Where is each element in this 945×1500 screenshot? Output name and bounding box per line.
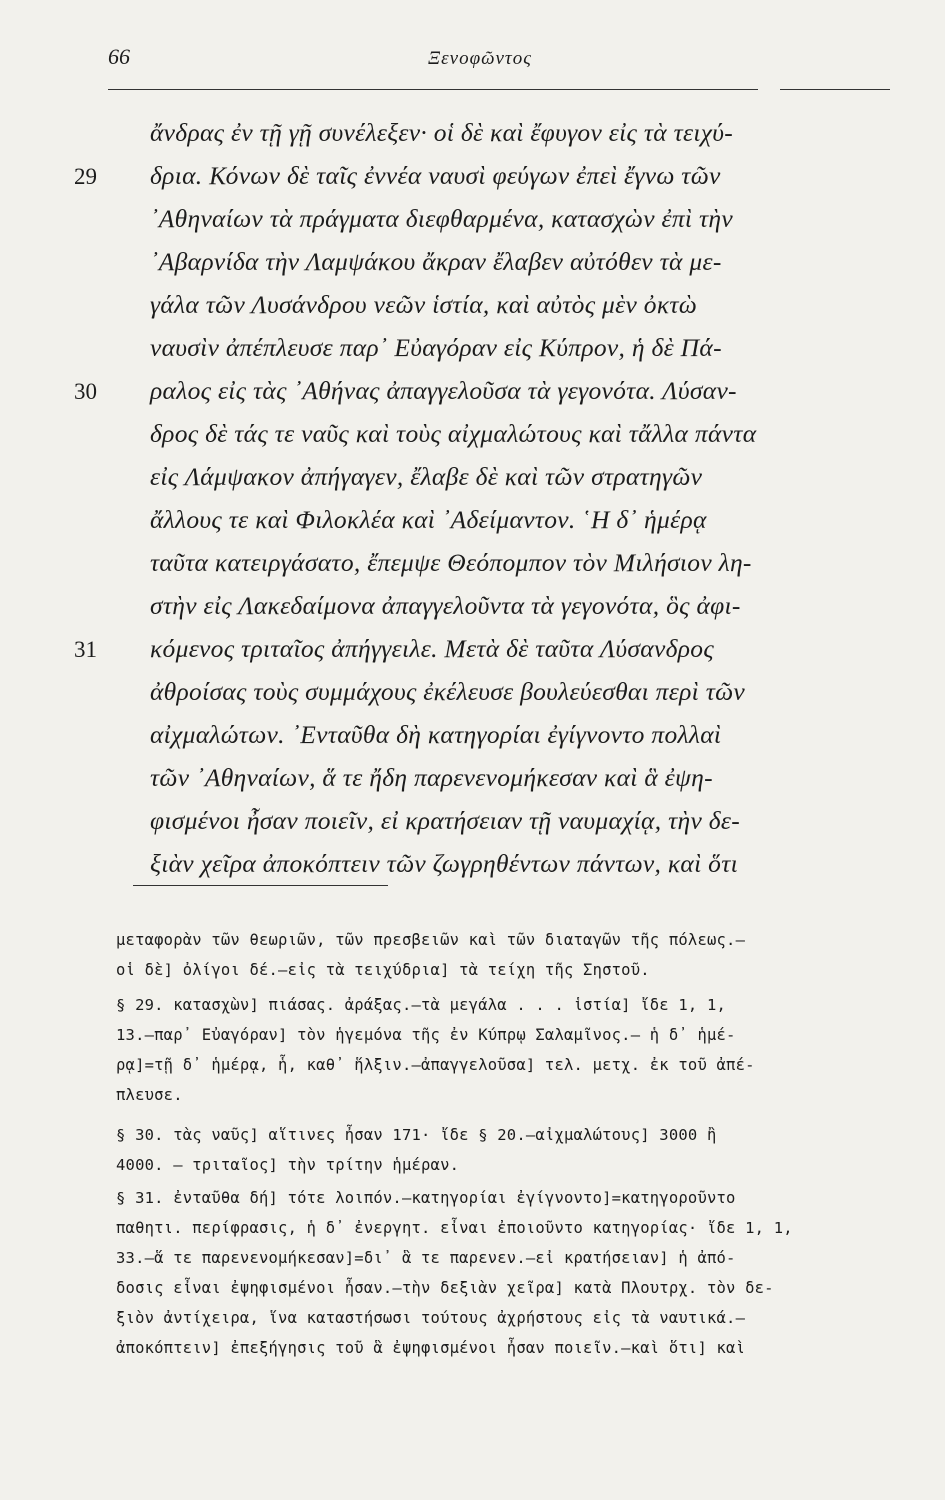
note-line: μεταφορὰν τῶν θεωριῶν, τῶν πρεσβειῶν καὶ τῶν διαταγῶν τῆς πόλεως.— — [116, 931, 746, 949]
note-line: δοσις εἶναι ἐψηφισμένοι ἦσαν.—τὴν δεξιὰν χεῖρα] κατὰ Πλουτρχ. τὸν δε- — [116, 1279, 774, 1297]
text-line: τῶν ᾿Αθηναίων, ἅ τε ἤδη παρενενομήκεσαν καὶ ἃ ἐψη- — [150, 763, 713, 792]
note-line: οἱ δὲ] ὀλίγοι δέ.—εἰς τὰ τειχύδρια] τὰ τείχη τῆς Σηστοῦ. — [116, 961, 650, 979]
text-line: δρος δὲ τάς τε ναῦς καὶ τοὺς αἰχμαλώτους καὶ τἄλλα πάντα — [150, 419, 757, 448]
note-line: ἀποκόπτειν] ἐπεξήγησις τοῦ ἃ ἐψηφισμένοι ἦσαν ποιεῖν.—καὶ ὅτι] καὶ — [116, 1339, 746, 1357]
note-line: ξιὸν ἀντίχειρα, ἵνα καταστήσωσι τούτους ἀχρήστους εἰς τὰ ναυτικά.— — [116, 1309, 746, 1327]
text-line: φισμένοι ἦσαν ποιεῖν, εἰ κρατήσειαν τῇ ναυμαχίᾳ, τὴν δε- — [150, 806, 741, 835]
note-line: 33.—ἅ τε παρενενομήκεσαν]=δι᾿ ἃ τε παρενεν.—εἰ κρατήσειαν] ἡ ἀπό- — [116, 1249, 736, 1267]
header-rule-right — [780, 89, 890, 90]
footnote-rule — [133, 885, 388, 886]
note-line: § 29. κατασχὼν] πιάσας. ἀράξας.—τὰ μεγάλα . . . ἱστία] ἴδε 1, 1, — [116, 996, 727, 1014]
note-line: παθητι. περίφρασις, ἡ δ᾿ ἐνεργητ. εἶναι ἐποιοῦντο κατηγορίας· ἴδε 1, 1, — [116, 1219, 793, 1237]
note-line: πλευσε. — [116, 1086, 183, 1104]
note-line: 4000. – τριταῖος] τὴν τρίτην ἡμέραν. — [116, 1156, 460, 1174]
text-line: δρια. Κόνων δὲ ταῖς ἐννέα ναυσὶ φεύγων ἐπεὶ ἔγνω τῶν — [150, 161, 721, 190]
section-number-31: 31 — [74, 637, 97, 662]
text-line: ᾿Αβαρνίδα τὴν Λαμψάκου ἄκραν ἔλαβεν αὐτόθεν τὰ με- — [150, 247, 722, 276]
text-line: κόμενος τριταῖος ἀπήγγειλε. Μετὰ δὲ ταῦτα Λύσανδρος — [150, 634, 714, 663]
text-line: εἰς Λάμψακον ἀπήγαγεν, ἔλαβε δὲ καὶ τῶν στρατηγῶν — [150, 462, 703, 491]
text-line: ᾿Αθηναίων τὰ πράγματα διεφθαρμένα, κατασχὼν ἐπὶ τὴν — [150, 204, 733, 233]
section-number-29: 29 — [74, 164, 97, 189]
note-line: 13.—παρ᾿ Εὐαγόραν] τὸν ἡγεμόνα τῆς ἐν Κύπρῳ Σαλαμῖνος.— ἡ δ᾿ ἡμέ- — [116, 1026, 736, 1044]
text-line: αἰχμαλώτων. ᾿Ενταῦθα δὴ κατηγορίαι ἐγίγνοντο πολλαὶ — [150, 720, 722, 749]
note-line: ρᾳ]=τῇ δ᾿ ἡμέρᾳ, ἧ, καθ᾿ ἥλξιν.—ἀπαγγελοῦσα] τελ. μετχ. ἐκ τοῦ ἀπέ- — [116, 1056, 755, 1074]
text-line: ἀθροίσας τοὺς συμμάχους ἐκέλευσε βουλεύεσθαι περὶ τῶν — [150, 677, 746, 706]
text-line: ναυσὶν ἀπέπλευσε παρ᾿ Εὐαγόραν εἰς Κύπρον, ἡ δὲ Πά- — [150, 333, 722, 362]
text-line: στὴν εἰς Λακεδαίμονα ἀπαγγελοῦντα τὰ γεγονότα, ὃς ἀφι- — [150, 591, 741, 620]
note-line: § 31. ἐνταῦθα δή] τότε λοιπόν.—κατηγορίαι ἐγίγνοντο]=κατηγοροῦντο — [116, 1189, 736, 1207]
text-line: ἄνδρας ἐν τῇ γῇ συνέλεξεν· οἱ δὲ καὶ ἔφυγον εἰς τὰ τειχύ- — [150, 118, 734, 147]
note-line: § 30. τὰς ναῦς] αἵτινες ἦσαν 171· ἴδε § 20.—αἰχμαλώτους] 3000 ἢ — [116, 1126, 717, 1144]
text-line: ταῦτα κατειργάσατο, ἔπεμψε Θεόπομπον τὸν Μιλήσιον λη- — [150, 548, 752, 577]
header-rule — [108, 89, 758, 90]
section-number-30: 30 — [74, 379, 97, 404]
text-line: γάλα τῶν Λυσάνδρου νεῶν ἱστία, καὶ αὐτὸς μὲν ὀκτὼ — [150, 290, 698, 319]
text-line: ἄλλους τε καὶ Φιλοκλέα καὶ ᾿Αδείμαντον. ῾Η δ᾿ ἡμέρᾳ — [150, 505, 707, 534]
running-head: Ξενοφῶντος — [428, 48, 532, 69]
page-number: 66 — [108, 44, 130, 69]
text-line: ξιὰν χεῖρα ἀποκόπτειν τῶν ζωγρηθέντων πάντων, καὶ ὅτι — [150, 849, 739, 878]
text-line: ραλος εἰς τὰς ᾿Αθήνας ἀπαγγελοῦσα τὰ γεγονότα. Λύσαν- — [150, 376, 737, 405]
